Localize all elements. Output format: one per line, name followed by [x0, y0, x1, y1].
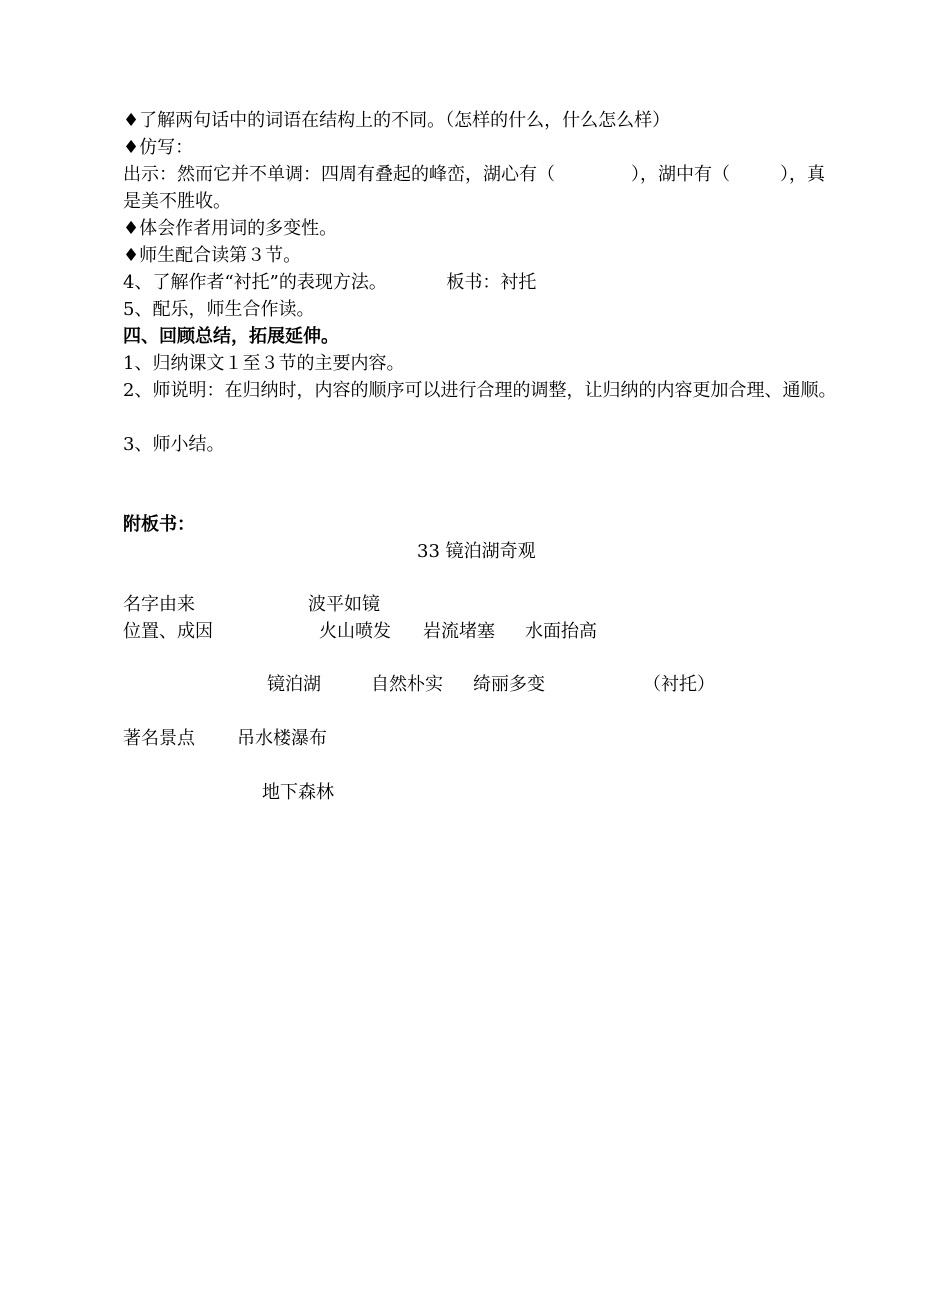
board-trait-1: 自然朴实 — [371, 674, 443, 695]
board-position-label: 位置、成因 — [123, 621, 213, 642]
text-line-conclude: 3、师小结。 — [123, 434, 225, 455]
example-part-2: ），湖中有（ — [631, 164, 730, 185]
board-trait-2: 绮丽多变 — [473, 674, 545, 695]
section-heading-review: 四、回顾总结，拓展延伸。 — [123, 326, 339, 347]
text-line-variety: ♦体会作者用词的多变性。 — [123, 218, 338, 239]
board-spots-label: 著名景点 — [123, 728, 195, 749]
board-title: 33 镜泊湖奇观 — [417, 541, 536, 562]
board-center: 镜泊湖 — [267, 674, 321, 695]
example-part-3: ），真 — [780, 164, 825, 185]
text-line-contrast — [123, 270, 536, 296]
board-name-value: 波平如镜 — [308, 594, 380, 615]
board-contrast: （衬托） — [643, 674, 715, 695]
board-position-value-1: 火山喷发 — [319, 621, 391, 642]
text-line-example — [123, 162, 825, 188]
text-line-example-cont: 是美不胜收。 — [123, 191, 231, 212]
board-position-value-3: 水面抬高 — [525, 621, 597, 642]
board-position-value-2: 岩流堵塞 — [423, 621, 495, 642]
text-line-imitate: ♦仿写： — [123, 137, 194, 158]
board-spot-1: 吊水楼瀑布 — [237, 728, 327, 749]
board-heading: 附板书： — [123, 514, 195, 535]
example-part-1: 出示：然而它并不单调：四周有叠起的峰峦，湖心有（ — [123, 164, 555, 185]
contrast-board: 板书：衬托 — [446, 272, 537, 293]
board-name-label: 名字由来 — [123, 594, 195, 615]
text-line-music: 5、配乐，师生合作读。 — [123, 299, 315, 320]
board-spot-2: 地下森林 — [262, 782, 334, 803]
text-line-explain: 2、师说明：在归纳时，内容的顺序可以进行合理的调整，让归纳的内容更加合理、通顺。 — [123, 380, 837, 401]
text-line-summarize: 1、归纳课文１至３节的主要内容。 — [123, 353, 405, 374]
contrast-text: 4、了解作者“衬托”的表现方法。 — [123, 272, 387, 293]
text-line-structure: ♦了解两句话中的词语在结构上的不同。（怎样的什么，什么怎么样） — [123, 110, 671, 131]
text-line-read: ♦师生配合读第３节。 — [123, 245, 302, 266]
